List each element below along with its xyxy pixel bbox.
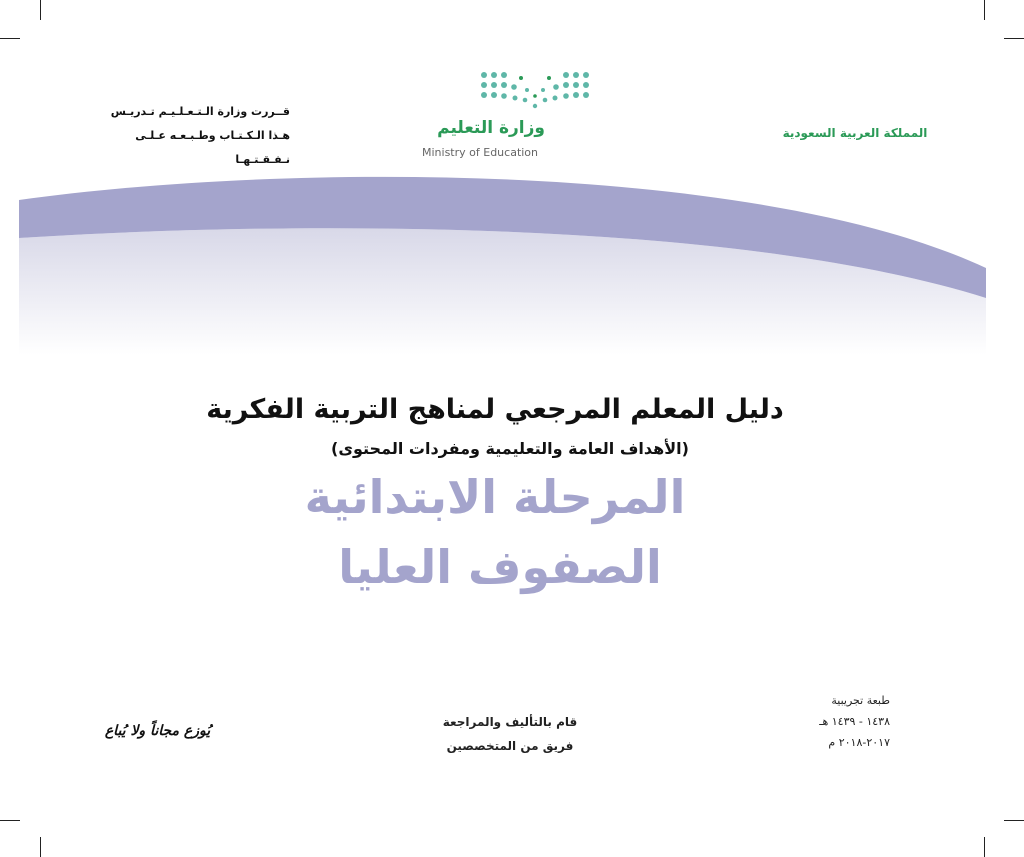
crop-mark (40, 837, 41, 857)
edition-label: طبعة تجريبية (831, 694, 890, 707)
book-title: دليل المعلم المرجعي لمناهج التربية الفكرية (206, 394, 784, 425)
crop-mark (984, 0, 985, 20)
decision-line: هـذا الـكـتـاب وطـبـعـه عـلـى نـفـقـتـهـا (135, 129, 290, 166)
decorative-band (19, 170, 986, 355)
free-distribution-note: يُوزع مجاناً ولا يُباع (104, 723, 211, 739)
crop-mark (1004, 38, 1024, 39)
crop-mark (40, 0, 41, 20)
ministry-decision-note (95, 100, 290, 172)
ministry-name-arabic: وزارة التعليم (437, 118, 545, 138)
edition-gregorian-year: ٢٠١٧-٢٠١٨ م (828, 736, 890, 749)
ministry-emblem-icon (475, 70, 605, 114)
authors-credit (440, 710, 580, 758)
authors-line: فريق من المتخصصين (446, 739, 574, 753)
school-stage: المرحلة الابتدائية (304, 470, 686, 524)
crop-mark (0, 820, 20, 821)
grade-level: الصفوف العليا (338, 540, 662, 594)
crop-mark (1004, 820, 1024, 821)
kingdom-name: المملكة العربية السعودية (782, 126, 928, 140)
ministry-name-english: Ministry of Education (422, 146, 539, 159)
edition-hijri-year: ١٤٣٨ - ١٤٣٩ هـ (819, 715, 890, 728)
book-subtitle: (الأهداف العامة والتعليمية ومفردات المحتوى) (331, 439, 689, 458)
decision-line: قــررت وزارة الـتـعـلـيـم تـدريـس (110, 105, 290, 118)
edition-info (780, 690, 890, 753)
crop-mark (984, 837, 985, 857)
authors-line: قام بالتأليف والمراجعة (442, 715, 578, 729)
crop-mark (0, 38, 20, 39)
